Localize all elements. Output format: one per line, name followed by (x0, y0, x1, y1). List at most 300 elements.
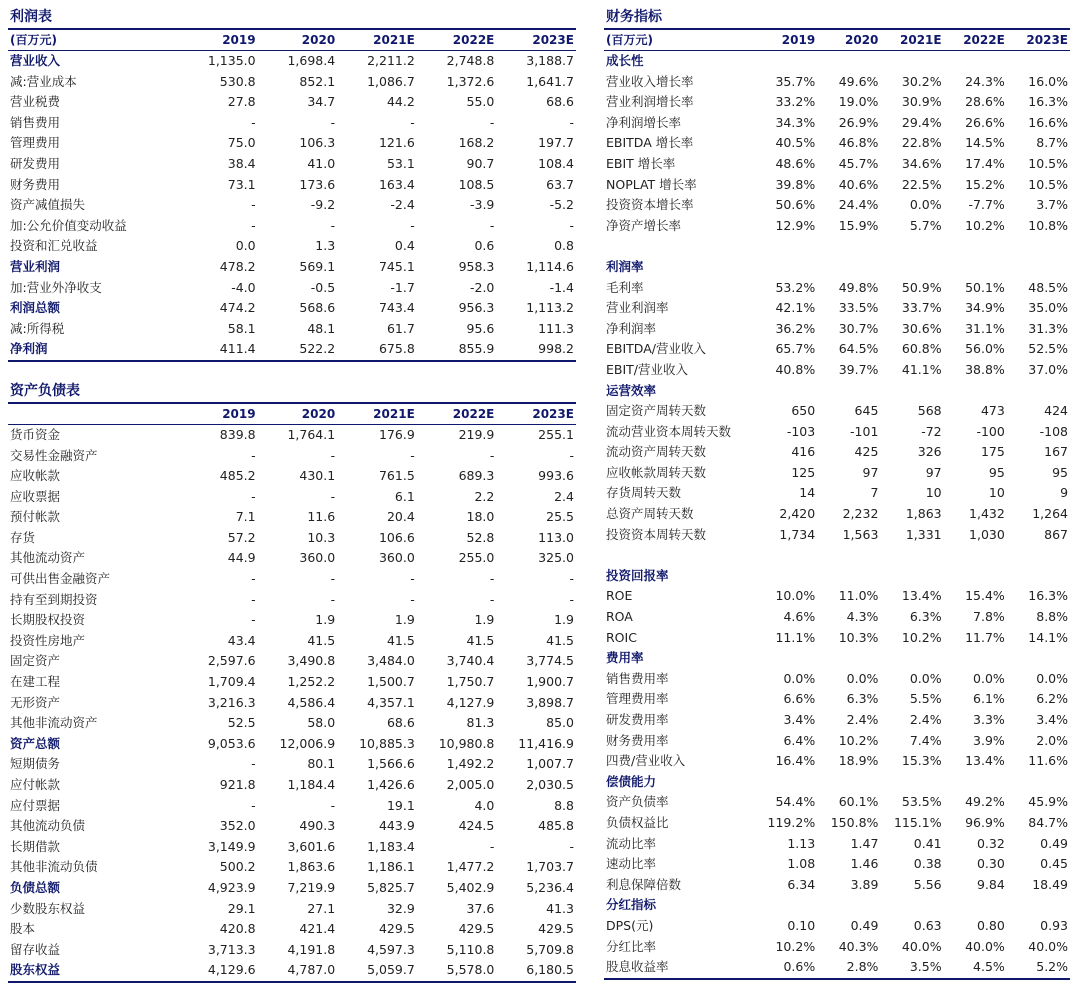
table-row (604, 442, 1070, 463)
cell-value (880, 51, 943, 72)
cell-value: 80.1 (307, 756, 336, 772)
cell-value: 5,709.8 (526, 941, 574, 957)
cell-value: 4.0 (474, 797, 495, 813)
cell-value: 45.7% (838, 155, 879, 171)
table-row (8, 548, 576, 569)
row-label: 固定资产 (10, 653, 61, 669)
cell-value: 108.4 (538, 155, 574, 171)
cell-value: 2,005.0 (446, 777, 495, 792)
cell-value: 411.4 (219, 341, 256, 357)
cell-value: - (251, 612, 256, 628)
row-label: 利润率 (606, 258, 644, 274)
row-label: 减:营业成本 (10, 73, 77, 89)
cell-value: 58.0 (307, 715, 336, 731)
table-row (604, 175, 1070, 196)
cell-value: 0.0 (235, 238, 256, 254)
cell-value (754, 381, 817, 402)
row-label: 减:所得税 (10, 320, 65, 336)
cell-value: 1.9 (474, 612, 495, 628)
cell-value: 10.2% (965, 217, 1005, 233)
cell-value: 58.1 (227, 320, 256, 336)
cell-value (754, 895, 817, 916)
row-label: 研发费用 (10, 155, 61, 171)
cell-value: 2.4% (909, 712, 942, 727)
cell-value: 18.9% (838, 753, 879, 769)
cell-value: 16.4% (775, 753, 816, 769)
row-label: 投资资本增长率 (606, 197, 694, 213)
cell-value: 1,252.2 (287, 674, 336, 690)
cell-value: - (251, 217, 256, 233)
cell-value: 45.9% (1028, 794, 1069, 810)
cell-value (944, 566, 1007, 587)
cell-value: - (489, 217, 495, 233)
cell-value: 416 (791, 444, 816, 460)
header-year: 2019 (222, 33, 256, 47)
header-year: 2023E (532, 406, 574, 421)
table-row (8, 899, 576, 920)
cell-value: 429.5 (538, 921, 574, 937)
cell-value: 49.2% (965, 794, 1005, 810)
row-label: 速动比率 (606, 856, 657, 872)
cell-value: 40.0% (901, 938, 942, 954)
row-label: 管理费用率 (606, 691, 669, 707)
table-row (8, 216, 576, 237)
cell-value: 490.3 (299, 818, 336, 834)
cell-value: 3.5% (909, 959, 942, 975)
cell-value: 31.3% (1028, 320, 1069, 336)
cell-value: 1,372.6 (446, 73, 495, 89)
cell-value: 7.4% (909, 732, 942, 748)
table-row (604, 72, 1070, 93)
cell-value: 219.9 (458, 426, 495, 442)
cell-value: 1,900.7 (526, 674, 574, 690)
cell-value: 0.6% (783, 959, 816, 975)
table-row (604, 813, 1070, 834)
row-label: 短期债务 (10, 756, 61, 772)
cell-value: 1.9 (394, 612, 415, 628)
row-label: 财务费用 (10, 176, 61, 192)
cell-value: 55.0 (466, 94, 495, 110)
table-row (8, 734, 576, 755)
cell-value: 3,188.7 (526, 53, 574, 68)
cell-value: 3,490.8 (287, 653, 336, 669)
cell-value: 4,787.0 (287, 962, 336, 978)
header-year: 2022E (452, 406, 495, 421)
cell-value: 3.9% (973, 732, 1005, 748)
table-header (604, 30, 1070, 51)
cell-value (944, 381, 1007, 402)
row-label: 成长性 (606, 53, 644, 68)
cell-value: 81.3 (466, 715, 495, 731)
cell-value: 36.2% (775, 320, 816, 336)
cell-value: 26.9% (838, 114, 879, 130)
cell-value: 3.7% (1036, 197, 1069, 213)
cell-value: 150.8% (830, 814, 879, 830)
cell-value: - (330, 114, 336, 130)
header-year: 2019 (222, 406, 256, 421)
cell-value: 1,709.4 (207, 674, 256, 690)
cell-value: 743.4 (378, 300, 415, 316)
table-row (604, 875, 1070, 896)
cell-value: 31.1% (965, 320, 1005, 336)
row-label: 运营效率 (606, 382, 657, 398)
cell-value: 48.1 (307, 320, 336, 336)
cell-value: 0.0% (973, 670, 1005, 686)
cell-value: 84.7% (1028, 814, 1069, 830)
table-row (604, 916, 1070, 937)
cell-value: 54.4% (775, 794, 816, 810)
row-label: EBIT/营业收入 (606, 361, 689, 377)
table-row (604, 216, 1070, 237)
cell-value: - (330, 797, 336, 813)
cell-value (817, 895, 880, 916)
cell-value: 52.5 (227, 715, 256, 731)
cell-value (880, 257, 943, 278)
cell-value: 4,597.3 (367, 941, 415, 957)
cell-value: 3,774.5 (526, 653, 574, 669)
row-label: DPS(元) (606, 917, 654, 933)
row-label: 预付帐款 (10, 509, 61, 525)
cell-value (944, 772, 1007, 793)
cell-value: 425 (854, 444, 879, 460)
cell-value: 1,641.7 (526, 73, 574, 89)
cell-value: 168.2 (458, 135, 495, 151)
cell-value: 424 (1044, 403, 1069, 419)
cell-value: 24.4% (838, 197, 879, 213)
cell-value: - (569, 114, 574, 130)
cell-value: 5,402.9 (446, 879, 495, 895)
cell-value: 10.2% (838, 732, 879, 748)
cell-value: 9,053.6 (207, 735, 256, 751)
table-row (8, 446, 576, 467)
row-label: 少数股东权益 (10, 900, 86, 916)
cell-value: 5,825.7 (367, 879, 415, 895)
category-row (604, 772, 1070, 793)
cell-value: 22.5% (901, 176, 942, 192)
cell-value: 5,059.7 (367, 962, 415, 978)
cell-value: 95.6 (466, 320, 495, 336)
row-label: 无形资产 (10, 694, 61, 710)
cell-value (817, 566, 880, 587)
cell-value (1007, 257, 1070, 278)
row-label: ROIC (606, 629, 637, 645)
cell-value: 2.4 (554, 488, 574, 504)
table-row (604, 545, 1070, 566)
cell-value: - (569, 217, 574, 233)
cell-value: 12.9% (775, 217, 816, 233)
row-label (604, 236, 754, 257)
row-label: 净资产增长率 (606, 217, 682, 233)
cell-value: 1.9 (554, 612, 574, 628)
cell-value: 5,236.4 (526, 879, 574, 895)
header-year: 2019 (781, 33, 816, 47)
cell-value: 6.4% (783, 732, 816, 748)
cell-value: 20.4 (386, 509, 415, 525)
cell-value: - (330, 447, 336, 463)
cell-value: - (251, 797, 256, 813)
left-column (8, 6, 576, 983)
table-row (604, 504, 1070, 525)
cell-value: 568 (917, 403, 942, 419)
table-row (604, 607, 1070, 628)
cell-value: 34.7 (307, 94, 336, 110)
cell-value: 360.0 (378, 550, 415, 566)
cell-value: 0.32 (976, 835, 1005, 851)
cell-value: 478.2 (219, 258, 256, 274)
cell-value: - (330, 217, 336, 233)
cell-value (1007, 545, 1070, 566)
cell-value: 6.3% (846, 691, 879, 707)
cell-value (880, 381, 943, 402)
cell-value: 16.6% (1028, 114, 1069, 130)
table-row (8, 425, 576, 446)
table-row (8, 878, 576, 899)
cell-value: 360.0 (299, 550, 336, 566)
header-year: 2021E (373, 406, 415, 421)
cell-value: 921.8 (219, 777, 256, 792)
header-unit (8, 404, 178, 424)
cell-value: 10.2% (775, 938, 816, 954)
cell-value: 1.13 (787, 835, 816, 851)
cell-value: 1.9 (315, 612, 336, 628)
table-row (604, 751, 1070, 772)
cell-value: 40.0% (965, 938, 1005, 954)
table-row (8, 796, 576, 817)
cell-value: 1,492.2 (446, 756, 495, 772)
row-label: 净利润 (10, 341, 48, 357)
cell-value (817, 257, 880, 278)
table-row (604, 483, 1070, 504)
cell-value: 1,764.1 (287, 426, 336, 442)
cell-value: 30.2% (901, 73, 942, 89)
cell-value: 106.6 (378, 529, 415, 545)
cell-value: 650 (791, 403, 816, 419)
cell-value: 0.4 (394, 238, 415, 254)
cell-value: 43.4 (227, 632, 256, 648)
cell-value: 29.1 (227, 900, 256, 916)
header-year: 2020 (845, 33, 879, 47)
table-row (8, 195, 576, 216)
cell-value: 52.8 (466, 529, 495, 545)
cell-value: 7.1 (235, 509, 256, 525)
cell-value: 57.2 (227, 529, 256, 545)
row-label: 长期股权投资 (10, 612, 86, 628)
table-row (8, 672, 576, 693)
cell-value: 40.3% (838, 938, 879, 954)
cell-value (1007, 648, 1070, 669)
cell-value: 2,232 (842, 506, 879, 522)
cell-value: 34.3% (775, 114, 816, 130)
cell-value: 175 (980, 444, 1005, 460)
cell-value: 22.8% (901, 135, 942, 151)
cell-value: 60.8% (901, 341, 942, 357)
cell-value: 14 (799, 485, 816, 501)
cell-value: 97 (925, 464, 942, 480)
cell-value: - (410, 114, 415, 130)
row-label: EBITDA/营业收入 (606, 341, 706, 357)
cell-value: 325.0 (538, 550, 574, 566)
table-row (8, 569, 576, 590)
cell-value: 3.3% (973, 712, 1005, 727)
cell-value: 568.6 (299, 300, 336, 316)
cell-value: - (410, 447, 415, 463)
cell-value: 1,750.7 (446, 674, 495, 690)
cell-value: 41.5 (307, 632, 336, 648)
cell-value: 6,180.5 (526, 962, 574, 978)
row-label: 可供出售金融资产 (10, 571, 111, 587)
cell-value: 27.8 (227, 94, 256, 110)
cell-value: 0.10 (787, 917, 816, 933)
row-label: 投资回报率 (606, 567, 669, 583)
cell-value: -4.0 (231, 279, 256, 295)
cell-value: 745.1 (378, 258, 415, 274)
cell-value: - (489, 571, 495, 587)
table-row (8, 940, 576, 961)
cell-value: - (251, 571, 256, 587)
row-label: EBITDA 增长率 (606, 135, 694, 151)
income-statement-title: 利润表 (8, 6, 576, 30)
table-row (8, 339, 576, 362)
right-column (604, 6, 1070, 980)
cell-value: 11,416.9 (518, 735, 574, 751)
cell-value (880, 236, 943, 257)
cell-value: 1.46 (850, 856, 879, 872)
table-row (604, 669, 1070, 690)
row-label: ROA (606, 609, 633, 625)
cell-value (817, 381, 880, 402)
cell-value: 56.0% (965, 341, 1005, 357)
table-row (8, 610, 576, 631)
cell-value: 675.8 (378, 341, 415, 357)
cell-value: 1,113.2 (526, 300, 574, 316)
table-row (604, 154, 1070, 175)
cell-value: 17.4% (965, 155, 1005, 171)
table-row (604, 401, 1070, 422)
header-year: 2023E (532, 33, 574, 47)
cell-value: 19.1 (386, 797, 415, 813)
cell-value: 4,129.6 (207, 962, 256, 978)
cell-value: - (410, 571, 415, 587)
cell-value: 0.0% (783, 670, 816, 686)
cell-value: 10.3% (838, 629, 879, 645)
cell-value (1007, 895, 1070, 916)
cell-value: 1,500.7 (367, 674, 415, 690)
table-row (604, 278, 1070, 299)
cell-value: 197.7 (538, 135, 574, 151)
category-row (604, 381, 1070, 402)
table-row (604, 133, 1070, 154)
cell-value: 522.2 (299, 341, 336, 357)
row-label: 留存收益 (10, 941, 61, 957)
cell-value: 7.8% (973, 609, 1005, 625)
cell-value: 1,264 (1032, 506, 1069, 522)
cell-value: 352.0 (219, 818, 256, 834)
row-label: 管理费用 (10, 135, 61, 151)
row-label: 营业收入增长率 (606, 73, 694, 89)
row-label: 负债权益比 (606, 814, 669, 830)
cell-value (754, 648, 817, 669)
row-label: 股本 (10, 921, 36, 937)
cell-value: 10.5% (1028, 176, 1069, 192)
table-row (8, 528, 576, 549)
cell-value: 0.41 (913, 835, 942, 851)
cell-value: 424.5 (458, 818, 495, 834)
cell-value: -2.0 (469, 279, 495, 295)
cell-value: 106.3 (299, 135, 336, 151)
cell-value: 49.8% (838, 279, 879, 295)
row-label: 费用率 (606, 650, 644, 666)
cell-value: 53.2% (775, 279, 816, 295)
row-label: 销售费用 (10, 114, 61, 130)
row-label: NOPLAT 增长率 (606, 176, 697, 192)
cell-value: 0.0% (1036, 670, 1069, 686)
cell-value: 2.4% (846, 712, 879, 727)
cell-value: 6.6% (783, 691, 816, 707)
cell-value: 173.6 (299, 176, 336, 192)
cell-value: 5.5% (909, 691, 942, 707)
cell-value: 0.0% (909, 670, 942, 686)
cell-value: 113.0 (538, 529, 574, 545)
cell-value: 50.1% (965, 279, 1005, 295)
cell-value: 90.7 (466, 155, 495, 171)
table-row (8, 298, 576, 319)
cell-value (1007, 51, 1070, 72)
cell-value: 95 (988, 464, 1005, 480)
row-label: 资产负债率 (606, 794, 669, 810)
cell-value (754, 772, 817, 793)
cell-value: 2.0% (1036, 732, 1069, 748)
row-label: 应收票据 (10, 488, 61, 504)
cell-value: 0.0% (909, 197, 942, 213)
row-label: 应收帐款周转天数 (606, 464, 707, 480)
cell-value: 11.1% (775, 629, 816, 645)
category-row (604, 257, 1070, 278)
row-label: 交易性金融资产 (10, 447, 98, 463)
cell-value: 1,086.7 (367, 73, 415, 89)
cell-value: 42.1% (775, 300, 816, 316)
cell-value: 41.3 (546, 900, 574, 916)
cell-value: 73.1 (227, 176, 256, 192)
table-row (8, 154, 576, 175)
row-label: 持有至到期投资 (10, 591, 98, 607)
category-row (604, 566, 1070, 587)
cell-value: 11.6% (1028, 753, 1069, 769)
header-year: 2020 (301, 406, 336, 421)
row-label: ROE (606, 588, 633, 604)
cell-value: 63.7 (546, 176, 574, 192)
category-row (604, 895, 1070, 916)
row-label: 投资和汇兑收益 (10, 238, 98, 254)
cell-value: 420.8 (219, 921, 256, 937)
cell-value: 474.2 (219, 300, 256, 316)
cell-value: 1.3 (315, 238, 336, 254)
cell-value: 429.5 (458, 921, 495, 937)
cell-value: 41.0 (307, 155, 336, 171)
row-label: 应付帐款 (10, 777, 61, 792)
header-year: 2021E (373, 33, 415, 47)
cell-value: 49.6% (838, 73, 879, 89)
cell-value: 993.6 (538, 468, 574, 484)
cell-value: 1,734 (779, 526, 816, 542)
cell-value: - (569, 838, 574, 854)
cell-value: 485.8 (538, 818, 574, 834)
cell-value: - (251, 756, 256, 772)
row-label: 负债总额 (10, 879, 61, 895)
cell-value: 7 (870, 485, 879, 501)
cell-value (817, 772, 880, 793)
cell-value: 0.49 (1040, 835, 1069, 851)
cell-value: 1,426.6 (367, 777, 415, 792)
